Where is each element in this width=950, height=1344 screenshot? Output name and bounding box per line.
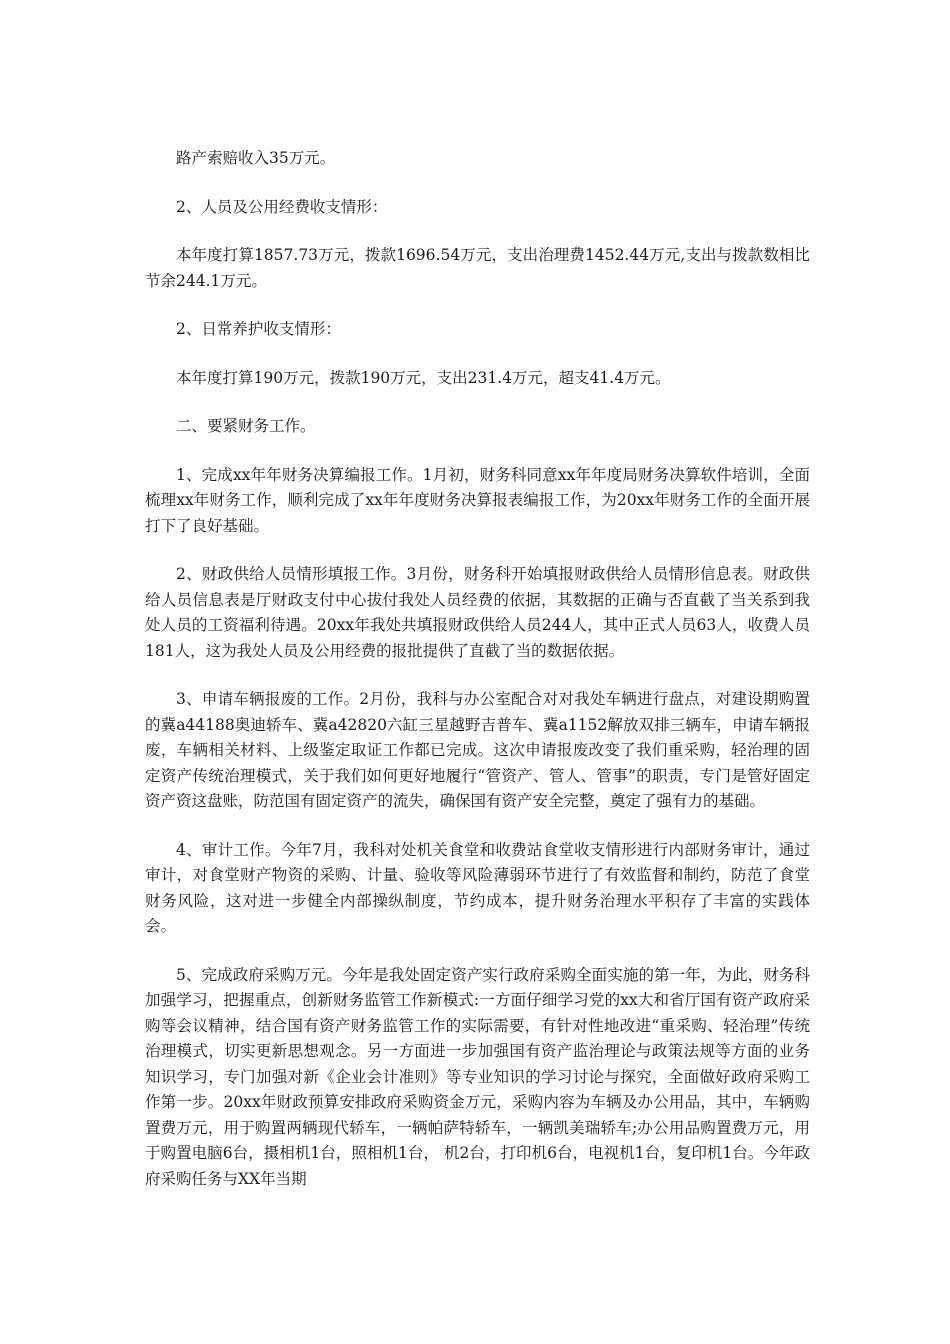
heading-main-financial-work: 二、要紧财务工作。 — [176, 417, 316, 435]
document-page — [145, 146, 810, 1215]
paragraph-audit-work: 4、审计工作。今年7月，我科对处机关食堂和收费站食堂收支情形进行内部财务审计，通过审计，对食堂财产物资的采购、计量、验收等风险薄弱环节进行了有效监督和制约，防范了食堂财务风险，这对进一步健全内部操纵制度，节约成本，提升财务治理水平积存了丰富的实践体会。 — [145, 840, 810, 935]
paragraph-vehicle-scrapping: 3、申请车辆报废的工作。2月份，我科与办公室配合对对我处车辆进行盘点，对建设期购置的冀a44188奥迪轿车、冀a42820六缸三星越野吉普车、冀a1152解放双排三辆车，申请车辆报废，车辆相关材料、上级鉴定取证工作都已完成。这次申请报废改变了我们重采购，轻治理的固定资产传统治理模式，关于我们如何更好地履行“管资产、管人、管事”的职责，专门是管好固定资产资这盘账，防范国有固定资产的流失，确保国有资产安全完整，奠定了强有力的基础。 — [145, 690, 810, 810]
paragraph-government-procurement: 5、完成政府采购万元。今年是我处固定资产实行政府采购全面实施的第一年，为此，财务科加强学习，把握重点，创新财务监管工作新模式:一方面仔细学习党的xx大和省厅国有资产政府采购等会议精神，结合国有资产财务监管工作的实际需要，有针对性地改进“重采购、轻治理”传统治理模式，切实更新思想观念。另一方面进一步加强国有资产监治理论与政策法规等方面的业务知识学习，专门加强对新《企业会计准则》等专业知识的学习讨论与探究，全面做好政府采购工作第一步。20xx年财政预算安排政府采购资金万元，采购内容为车辆及办公用品，其中，车辆购置费万元，用于购置两辆现代轿车，一辆帕萨特轿车，一辆凯美瑞轿车;办公用品购置费万元，用于购置电脑6台，摄相机1台，照相机1台， 机2台，打印机6台，电视机1台，复印机1台。今年政府采购任务与XX年当期 — [145, 965, 810, 1188]
heading-personnel-expenses: 2、人员及公用经费收支情形： — [176, 197, 388, 216]
heading-maintenance-expenses: 2、日常养护收支情形： — [176, 320, 341, 338]
paragraph-personnel-budget: 本年度打算1857.73万元，拨款1696.54万元，支出治理费1452.44万元,支出与拨款数相比节余244.1万元。 — [145, 246, 810, 290]
paragraph-maintenance-budget: 本年度打算190万元，拨款190万元，支出231.4万元，超支41.4万元。 — [176, 368, 671, 387]
paragraph-staff-reporting: 2、财政供给人员情形填报工作。3月份，财务科开始填报财政供给人员情形信息表。财政供给人员信息表是厅财政支付中心拔付我处人员经费的依据，其数据的正确与否直截了当关系到我处人员的工资福利待遇。20xx年我处共填报财政供给人员244人，其中正式人员63人，收费人员181人，这为我处人员及公用经费的报批提供了直截了当的数据依据。 — [145, 565, 810, 660]
paragraph-road-compensation: 路产索赔收入35万元。 — [176, 149, 336, 167]
paragraph-final-accounts: 1、完成xx年年财务决算编报工作。1月初，财务科同意xx年年度局财务决算软件培训，全面梳理xx年财务工作，顺利完成了xx年年度财务决算报表编报工作，为20xx年财务工作的全面开展打下了良好基础。 — [145, 465, 810, 535]
